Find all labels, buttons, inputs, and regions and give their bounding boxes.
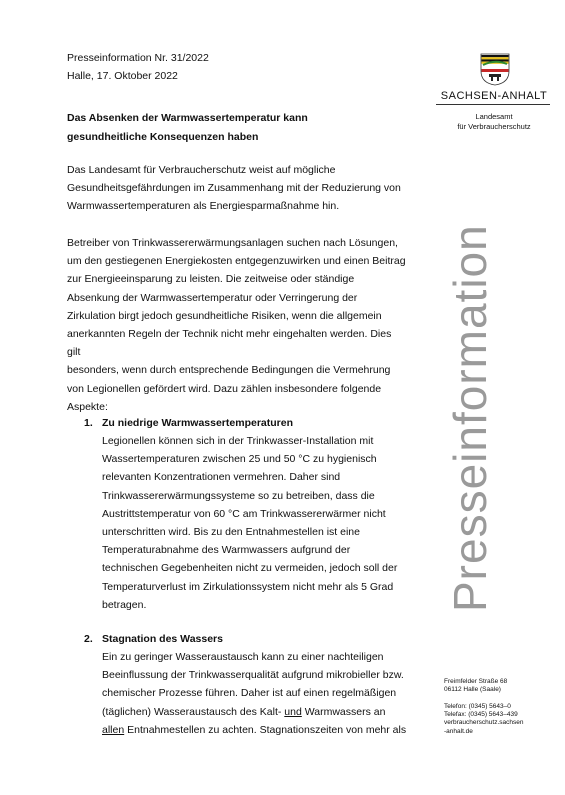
text-line: Absenkung der Warmwassertemperatur oder Verringerung der: [67, 291, 358, 304]
logo-wordmark: SACHSEN-ANHALT: [440, 90, 548, 102]
text-line: Aspekte:: [67, 400, 108, 413]
list-item-body: [102, 432, 407, 614]
logo-subtitle-line: Landesamt: [475, 112, 513, 121]
text-line: Gesundheitsgefährdungen im Zusammenhang mit der Reduzierung von: [67, 182, 401, 195]
text-line: Temperaturverlust im Zirkulationssystem nicht mehr als 5 Grad: [102, 580, 394, 593]
fax-line: Telefax: (0345) 5643–439: [444, 711, 518, 719]
list-item-heading: [84, 630, 223, 648]
text-line: Wassertemperaturen zwischen 25 und 50 °C zu hygienisch: [102, 453, 377, 466]
list-heading-text: Zu niedrige Warmwassertemperaturen: [102, 417, 293, 429]
text-line: [102, 721, 407, 739]
text-line: Temperaturabnahme des Warmwassers aufgrund der: [102, 544, 351, 557]
address-block: [444, 678, 554, 694]
list-item-body: [102, 648, 407, 739]
logo-divider: [436, 104, 550, 105]
text-line: Trinkwassererwärmungssysteme so zu betreiben, dass die: [102, 489, 375, 502]
text-line: unterschritten wird. Bis zu den Entnahmestellen ist eine: [102, 526, 360, 539]
page-title: [67, 109, 397, 147]
logo-subtitle-line: für Verbraucherschutz: [457, 122, 531, 131]
press-number: Presseinformation Nr. 31/2022: [67, 52, 209, 64]
title-line: gesundheitliche Konsequenzen haben: [67, 131, 259, 143]
text-line: Betreiber von Trinkwassererwärmungsanlagen suchen nach Lösungen,: [67, 237, 398, 249]
body-paragraph: [67, 234, 407, 416]
text-line: anerkannten Regeln der Technik nicht mehr eingehalten werden. Dies gilt: [67, 328, 392, 359]
contact-block: [444, 703, 554, 736]
vertical-label: Presseinformation: [444, 224, 496, 612]
web-link[interactable]: verbraucherschutz.sachsen: [444, 719, 524, 727]
text-line: um den gestiegenen Energiekosten entgegenzuwirken und einen Beitrag: [67, 255, 406, 268]
coat-of-arms-icon: [480, 53, 510, 86]
title-line: Das Absenken der Warmwassertemperatur kann: [67, 112, 308, 124]
intro-paragraph: [67, 161, 407, 216]
text-line: Beeinflussung der Trinkwasserqualität aufgrund mikrobieller bzw.: [102, 669, 404, 682]
text-line: Ein zu geringer Wasseraustausch kann zu einer nachteiligen: [102, 651, 384, 663]
text-line: Legionellen können sich in der Trinkwasser-Installation mit: [102, 435, 374, 447]
text-line: besonders, wenn durch entsprechende Bedingungen die Vermehrung: [67, 364, 391, 377]
place-date: Halle, 17. Oktober 2022: [67, 70, 178, 82]
text-line: Das Landesamt für Verbraucherschutz weist auf mögliche: [67, 164, 336, 176]
list-number: 1.: [84, 417, 93, 429]
list-item-heading: [84, 414, 293, 432]
text-line: [102, 703, 407, 721]
text-run: Warmwassers an: [301, 705, 386, 718]
text-line: Warmwassertemperaturen als Energiesparmaßnahme hin.: [67, 200, 340, 213]
underlined-text: und: [284, 705, 302, 718]
text-run: (täglichen) Wasseraustausch des Kalt-: [102, 705, 285, 718]
address-line: Freimfelder Straße 68: [444, 678, 508, 685]
text-line: zur Energieeinsparung zu leisten. Die zeitweise oder ständige: [67, 273, 355, 286]
address-line: 06112 Halle (Saale): [444, 686, 501, 694]
list-number: 2.: [84, 633, 93, 645]
text-line: von Legionellen gefördert wird. Dazu zählen insbesondere folgende: [67, 382, 382, 395]
underlined-text: allen: [102, 723, 125, 736]
logo-subtitle: [428, 112, 560, 132]
text-line: chemischer Prozesse führen. Daher ist auf einen regelmäßigen: [102, 687, 397, 700]
phone-line: Telefon: (0345) 5643–0: [444, 703, 511, 710]
web-link[interactable]: -anhalt.de: [444, 727, 473, 735]
text-line: technischen Gegebenheiten nicht zu vermeiden, jedoch soll der: [102, 562, 398, 575]
text-line: relevanten Konzentrationen vermehren. Daher sind: [102, 471, 341, 484]
text-line: betragen.: [102, 598, 147, 611]
text-line: Austrittstemperatur von 60 °C am Trinkwassererwärmer nicht: [102, 507, 386, 520]
text-run: Entnahmestellen zu achten. Stagnationszeiten von mehr als: [124, 723, 407, 736]
list-heading-text: Stagnation des Wassers: [102, 633, 223, 645]
text-line: Zirkulation birgt jedoch gesundheitliche Risiken, wenn die allgemein: [67, 309, 382, 322]
